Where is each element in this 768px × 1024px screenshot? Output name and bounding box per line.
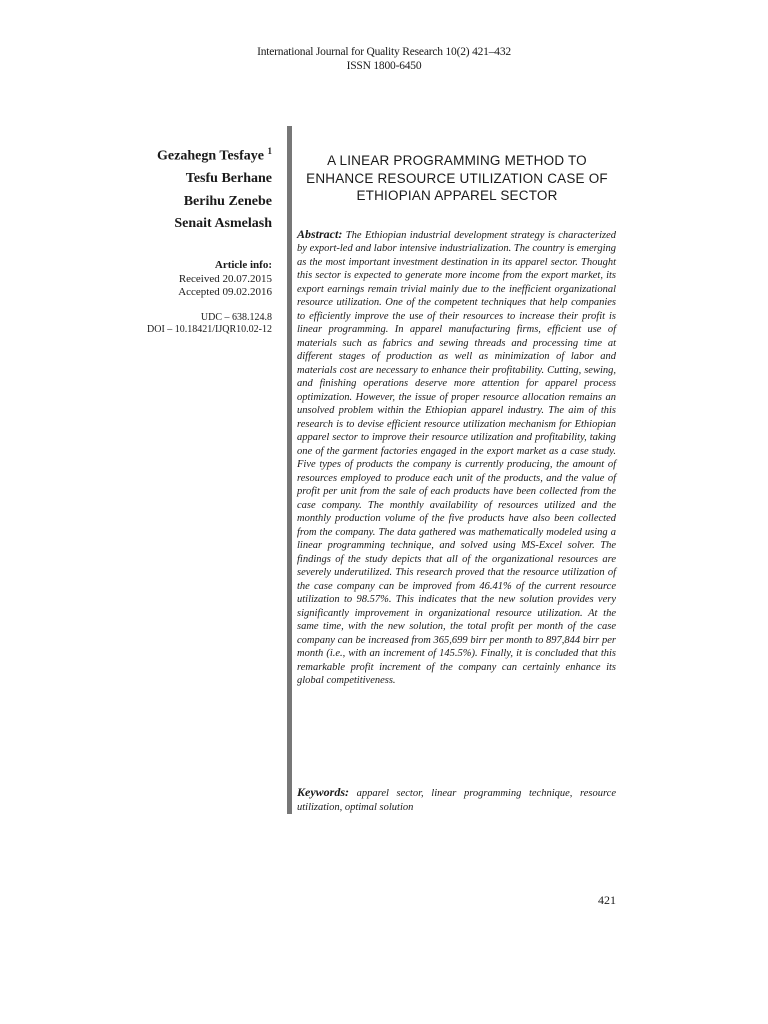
page-number: 421 (598, 893, 616, 907)
journal-header (0, 45, 768, 73)
accepted-date: Accepted 09.02.2016 (178, 286, 272, 298)
author-name: Berihu Zenebe (183, 193, 272, 209)
keywords (297, 786, 616, 814)
journal-citation: International Journal for Quality Research 10(2) 421–432 (257, 46, 511, 58)
article-info (120, 259, 272, 337)
abstract-label: Abstract: (297, 227, 343, 241)
paper-title: A LINEAR PROGRAMMING METHOD TO ENHANCE RESOURCE UTILIZATION CASE OF ETHIOPIAN APPAREL SECTOR (306, 153, 608, 203)
abstract-text: The Ethiopian industrial development strategy is characterized by export-led and labor intensive industrialization. The country is emerging as the most important investment destination in its apparel sector. Thought this sector is expected to generate more income from the export market, its export earnings remain trivial mainly due to the inefficient organizational resource utilization. One of the competent techniques that help companies to efficiently improve the use of their resources to increase their profit is linear programming. In apparel manufacturing firms, efficient use of materials such as fabrics and sewing threads and processing time at different stages of production as well as minimization of labor and materials cost are necessary to enhance their profitability. Cutting, sewing, and finishing operations deserve more attention for apparel process optimization. However, the issue of proper resource allocation remains an unsolved problem within the Ethiopian apparel industry. The aim of this research is to devise efficient resource utilization mechanism for Ethiopian apparel sector to improve their resource utilization and profitability, taking one of the garment factories engaged in the export market as a case study. Five types of products the company is currently producing, the amount of resources employed to produce each unit of the products, and the value of profit per unit from the sale of each products have been collected from the case company. The monthly availability of resources utilized and the monthly production volume of the five products have also been collected from the company. The data gathered was mathematically modeled using a linear programming technique, and solved using MS-Excel solver. The findings of the study depicts that all of the organizational resources are severely underutilized. This research proved that the resource utilization of the case company can be improved from 46.41% of the current resource utilization to 98.57%. This indicates that the new solution provides very significantly improvement in organizational resource utilization. At the same time, with the new solution, the total profit per month of the case company can be increased from 365,699 birr per month to 897,844 birr per month (i.e., with an increment of 145.5%). Finally, it is concluded that this remarkable profit increment of the company can certainly enhance its global competitiveness. (297, 230, 616, 686)
doi-code: DOI – 10.18421/IJQR10.02-12 (147, 324, 272, 335)
author-affiliation-mark: 1 (267, 146, 272, 156)
author-name: Gezahegn Tesfaye $^1$ (157, 146, 272, 164)
author-name: Senait Asmelash (174, 216, 272, 232)
author-list (120, 140, 272, 236)
article-codes (120, 312, 272, 337)
keywords-label: Keywords: (297, 785, 349, 799)
author-name: Tesfu Berhane (185, 171, 272, 187)
udc-code: UDC – 638.124.8 (200, 311, 272, 323)
article-info-title: Article info: (214, 259, 272, 271)
keywords-text: apparel sector, linear programming technique, resource utilization, optimal solution (297, 788, 616, 813)
vertical-divider (287, 126, 292, 814)
abstract (297, 228, 616, 687)
received-date: Received 20.07.2015 (178, 272, 272, 285)
journal-issn: ISSN 1800-6450 (346, 60, 422, 72)
